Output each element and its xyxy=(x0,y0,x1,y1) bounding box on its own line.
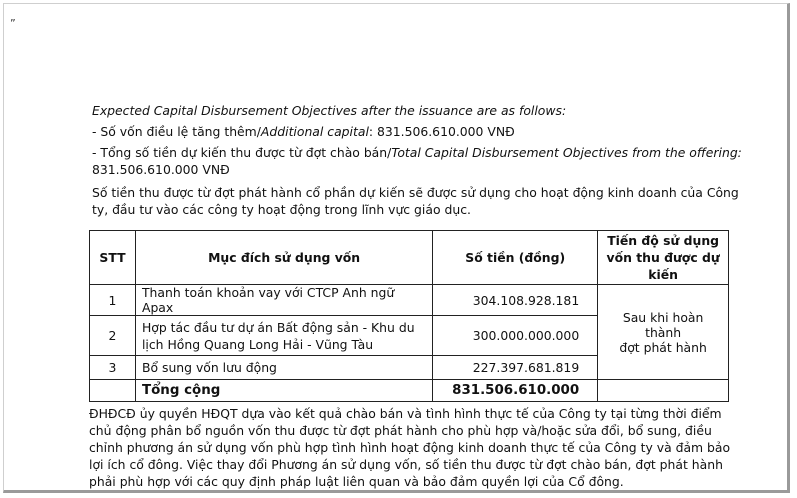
intro-english: Expected Capital Disbursement Objectives after the issuance are as follows: xyxy=(92,103,567,118)
header-progress: Tiến độ sử dụng vốn thu được dự kiến xyxy=(598,231,729,285)
item2-value: 831.506.610.000 VNĐ xyxy=(92,162,230,177)
header-stt: STT xyxy=(90,231,136,285)
capital-use-table xyxy=(89,230,729,402)
intro-section xyxy=(92,102,742,218)
item1-value: : 831.506.610.000 VNĐ xyxy=(368,124,515,139)
row2-purpose: Hợp tác đầu tư dự án Bất động sản - Khu du lịch Hồng Quang Long Hải - Vũng Tàu xyxy=(135,316,432,356)
total-disbursement-line xyxy=(92,144,742,161)
table-total-row xyxy=(90,380,729,402)
row1-stt: 1 xyxy=(90,285,136,316)
table-header-row xyxy=(90,231,729,285)
additional-capital-line xyxy=(92,123,732,140)
row1-amount: 304.108.928.181 xyxy=(433,285,598,316)
header-amount: Số tiền (đồng) xyxy=(433,231,598,285)
after-line-1: ĐHĐCĐ ủy quyền HĐQT dựa vào kết quả chào bán và tình hình thực tế của Công ty tại từng thời điểm xyxy=(89,406,722,421)
progress-cell: Sau khi hoàn thành đợt phát hành xyxy=(598,285,729,380)
total-amount: 831.506.610.000 xyxy=(433,380,598,402)
total-label: Tổng cộng xyxy=(135,380,432,402)
item1-vi: - Số vốn điều lệ tăng thêm/ xyxy=(92,124,261,139)
table-row xyxy=(90,285,729,316)
item2-en: Total Capital Disbursement Objectives from the offering: xyxy=(391,145,742,160)
row2-stt: 2 xyxy=(90,316,136,356)
item2-vi: - Tổng số tiền dự kiến thu được từ đợt chào bán/ xyxy=(92,145,392,160)
item1-en: Additional capital xyxy=(260,124,369,139)
header-purpose: Mục đích sử dụng vốn xyxy=(135,231,432,285)
total-stt-empty xyxy=(90,380,136,402)
row3-stt: 3 xyxy=(90,356,136,380)
total-progress-empty xyxy=(598,380,729,402)
corner-mark: ” xyxy=(10,17,16,30)
row2-amount: 300.000.000.000 xyxy=(433,316,598,356)
after-line-4: lợi ích cổ đông. Việc thay đổi Phương án sử dụng vốn, số tiền thu được từ đợt chào bán, đợt phát hành xyxy=(89,457,723,472)
row3-amount: 227.397.681.819 xyxy=(433,356,598,380)
paragraph-line-2: ty, đầu tư vào các công ty hoạt động trong lĩnh vực giáo dục. xyxy=(92,202,471,217)
authorization-paragraph xyxy=(89,405,739,490)
row1-purpose: Thanh toán khoản vay với CTCP Anh ngữ Apax xyxy=(135,285,432,316)
paragraph-line-1: Số tiền thu được từ đợt phát hành cổ phần dự kiến sẽ được sử dụng cho hoạt động kinh doanh của Công xyxy=(92,185,739,200)
after-line-3: chỉnh phương án sử dụng vốn phù hợp tình hình hoạt động kinh doanh thực tế của Công ty và đảm bảo xyxy=(89,440,731,455)
after-line-2: chủ động phân bổ nguồn vốn thu được từ đợt phát hành cho phù hợp và/hoặc sửa đổi, bổ sung, điều xyxy=(89,423,712,438)
after-line-5: phải phù hợp với các quy định pháp luật liên quan và bảo đảm quyền lợi của Cổ đông. xyxy=(89,474,624,489)
row3-purpose: Bổ sung vốn lưu động xyxy=(135,356,432,380)
